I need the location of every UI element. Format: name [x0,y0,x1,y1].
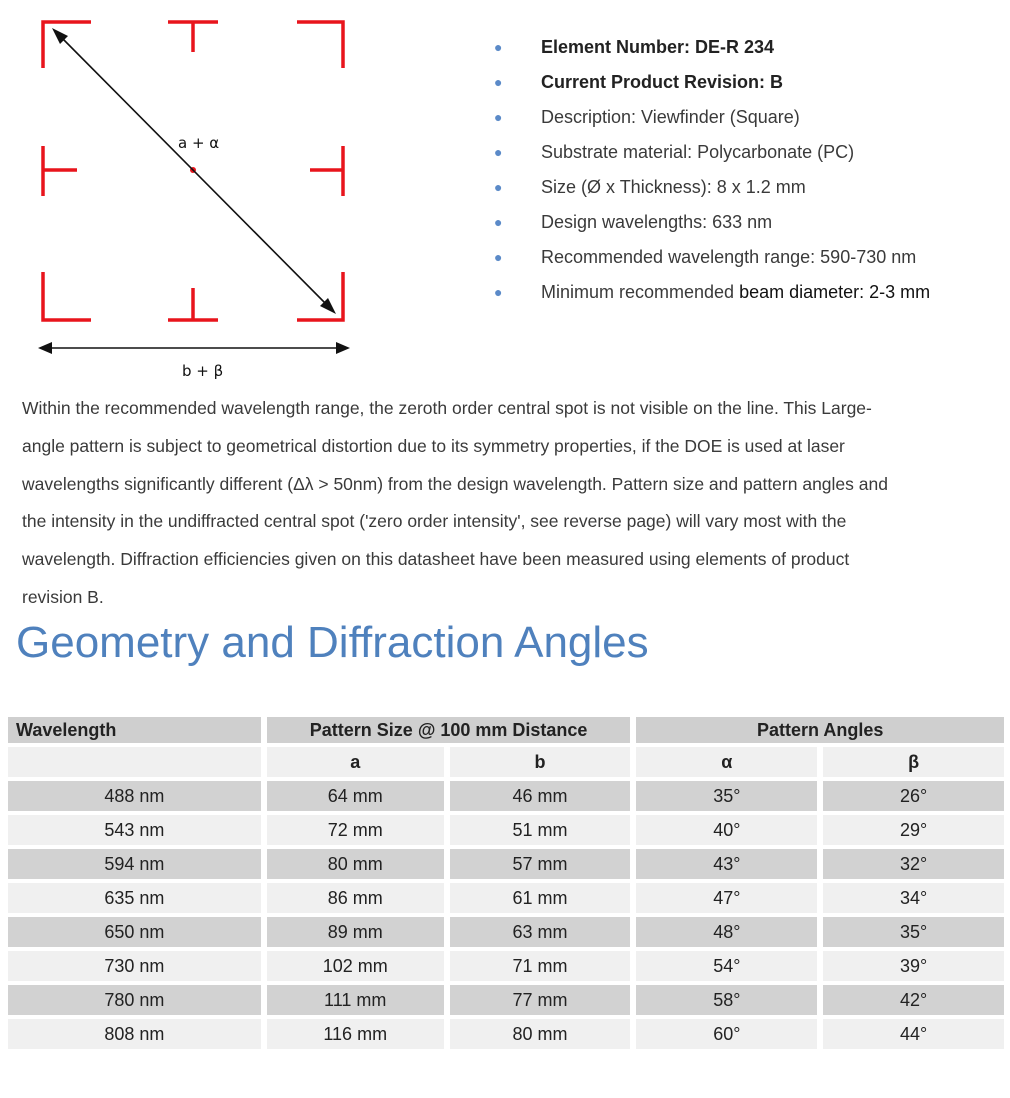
subheader-beta: β [823,747,1004,777]
paragraph-line: revision B. [22,586,104,607]
spec-product-revision: ● Current Product Revision: B [492,65,930,100]
cell-alpha: 35° [636,781,817,811]
subheader-a: a [267,747,444,777]
description-paragraph [22,390,1010,617]
header-pattern-angles: Pattern Angles [636,717,1004,743]
horizontal-arrowhead-right [336,342,350,354]
cell-b: 71 mm [450,951,631,981]
paragraph-line: wavelengths significantly different (Δλ > 50nm) from the design wavelength. Pattern size and pattern angles and [22,473,888,494]
bullet-icon: ● [494,179,503,195]
cell-beta: 39° [823,951,1004,981]
table-row [8,985,1004,1015]
cell-a: 80 mm [267,849,444,879]
cell-wavelength: 594 nm [8,849,261,879]
bullet-icon: ● [494,249,503,265]
pattern-diagram [0,0,400,395]
bullet-icon: ● [494,144,503,160]
spec-description: ● Description: Viewfinder (Square) [492,100,930,135]
cell-wavelength: 635 nm [8,883,261,913]
pattern-diagram-svg [0,0,400,395]
table-row [8,849,1004,879]
spec-substrate: ● Substrate material: Polycarbonate (PC) [492,135,930,170]
cell-a: 72 mm [267,815,444,845]
angles-table [2,713,1010,1053]
horizontal-arrowhead-left [38,342,52,354]
bullet-icon: ● [494,39,503,55]
cell-beta: 42° [823,985,1004,1015]
cell-wavelength: 780 nm [8,985,261,1015]
subheader-alpha: α [636,747,817,777]
header-pattern-size: Pattern Size @ 100 mm Distance [267,717,631,743]
cell-wavelength: 730 nm [8,951,261,981]
cell-b: 57 mm [450,849,631,879]
bullet-icon: ● [494,74,503,90]
table-subheader-row [8,747,1004,777]
spec-element-number: ● Element Number: DE-R 234 [492,30,930,65]
cell-beta: 26° [823,781,1004,811]
table-row [8,781,1004,811]
header-wavelength: Wavelength [8,717,261,743]
table-row [8,883,1004,913]
diagonal-label: a + α [178,134,220,152]
marker-bottom-left [43,272,91,320]
cell-beta: 34° [823,883,1004,913]
cell-beta: 29° [823,815,1004,845]
spec-beam-diameter: ● Minimum recommended beam diameter: 2-3 mm [492,275,930,310]
table-row [8,1019,1004,1049]
cell-a: 86 mm [267,883,444,913]
subheader-empty [8,747,261,777]
spec-size: ● Size (Ø x Thickness): 8 x 1.2 mm [492,170,930,205]
cell-wavelength: 650 nm [8,917,261,947]
bullet-icon: ● [494,214,503,230]
subheader-b: b [450,747,631,777]
cell-beta: 35° [823,917,1004,947]
spec-wavelength-range: ● Recommended wavelength range: 590-730 nm [492,240,930,275]
cell-b: 80 mm [450,1019,631,1049]
diagonal-arrow-line [60,36,328,306]
cell-b: 46 mm [450,781,631,811]
cell-wavelength: 543 nm [8,815,261,845]
cell-b: 61 mm [450,883,631,913]
cell-alpha: 60° [636,1019,817,1049]
cell-beta: 44° [823,1019,1004,1049]
paragraph-line: Within the recommended wavelength range, the zeroth order central spot is not visible on the line. This Large- [22,398,872,418]
bullet-icon: ● [494,284,503,300]
spec-design-wavelength: ● Design wavelengths: 633 nm [492,205,930,240]
spec-list [492,30,930,310]
marker-bottom-right [297,272,343,320]
table-row [8,815,1004,845]
cell-a: 111 mm [267,985,444,1015]
cell-alpha: 54° [636,951,817,981]
cell-alpha: 48° [636,917,817,947]
cell-alpha: 43° [636,849,817,879]
paragraph-line: wavelength. Diffraction efficiencies given on this datasheet have been measured using elements of product [22,549,850,570]
cell-b: 63 mm [450,917,631,947]
cell-beta: 32° [823,849,1004,879]
marker-top-right [297,22,343,68]
table-header-row [8,717,1004,743]
cell-wavelength: 488 nm [8,781,261,811]
table-row [8,917,1004,947]
bullet-icon: ● [494,109,503,125]
section-heading: Geometry and Diffraction Angles [16,618,649,667]
cell-alpha: 40° [636,815,817,845]
cell-a: 102 mm [267,951,444,981]
paragraph-line: the intensity in the undiffracted central spot ('zero order intensity', see reverse page) will vary most with the [22,511,847,532]
cell-wavelength: 808 nm [8,1019,261,1049]
cell-b: 51 mm [450,815,631,845]
table-row [8,951,1004,981]
horizontal-label: b + β [182,362,224,380]
cell-a: 89 mm [267,917,444,947]
cell-alpha: 47° [636,883,817,913]
paragraph-line: angle pattern is subject to geometrical distortion due to its symmetry properties, if the DOE is used at laser [22,435,845,456]
cell-a: 64 mm [267,781,444,811]
cell-b: 77 mm [450,985,631,1015]
cell-alpha: 58° [636,985,817,1015]
cell-a: 116 mm [267,1019,444,1049]
